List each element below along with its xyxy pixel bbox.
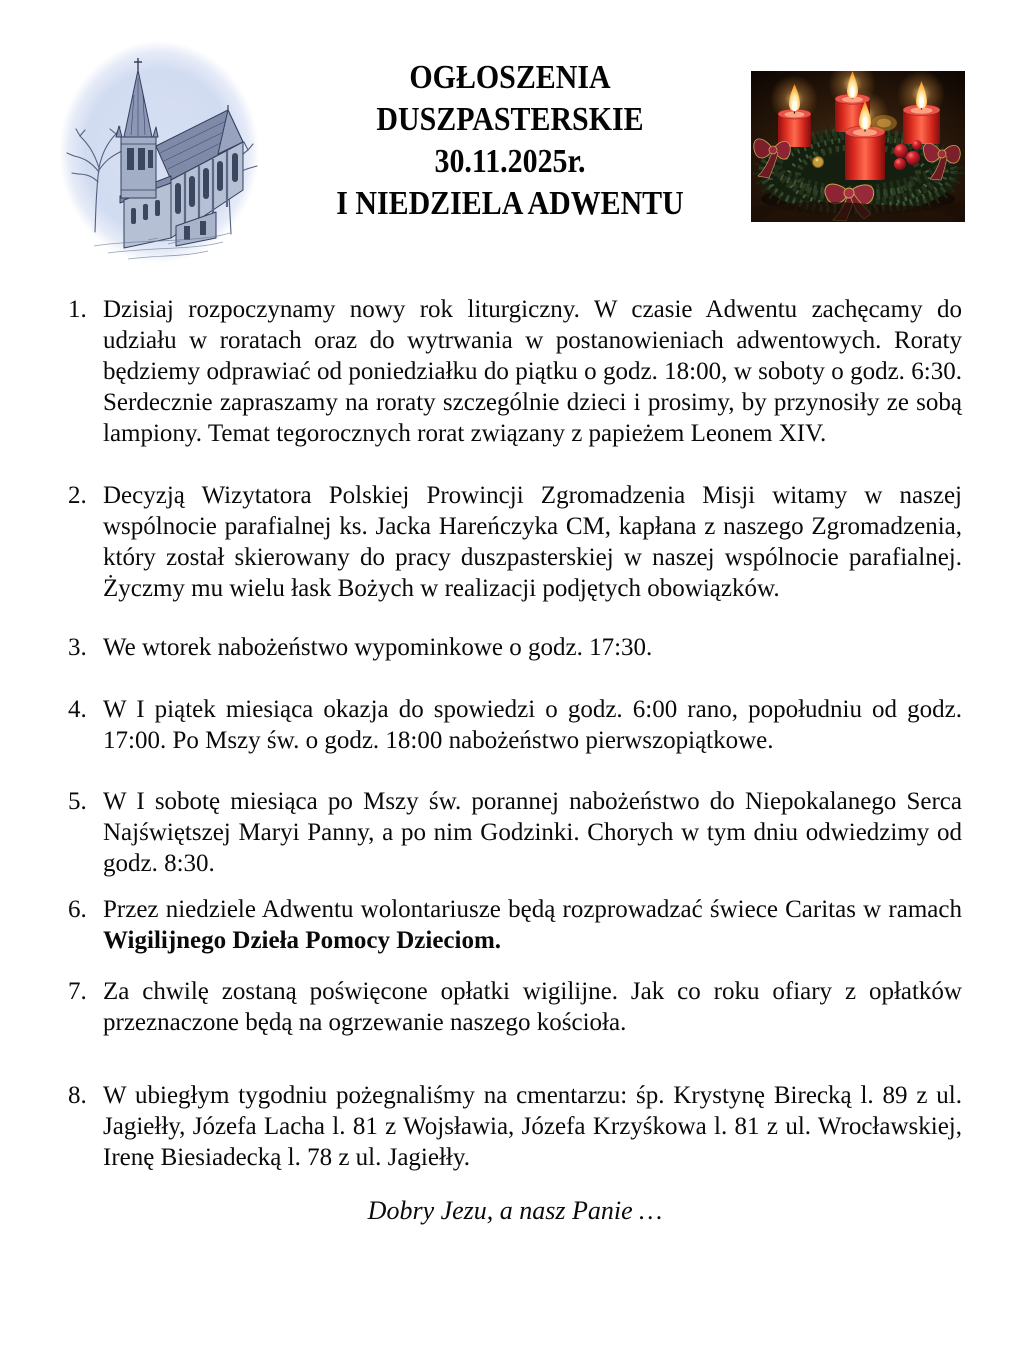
item-number: 5. xyxy=(68,788,87,815)
item-text: W ubiegłym tygodniu pożegnaliśmy na cmentarzu: śp. Krystynę Birecką l. 89 z ul. Jagiełły, Józefa Lacha l. 81 z Wojsławia, Józefa Krzyśkowa l. 81 z ul. Wrocławskiej, Irenę Biesiadecką l. 78 z ul. Jagiełły. xyxy=(103,1082,962,1171)
item-text: Dzisiaj rozpoczynamy nowy rok liturgiczny. W czasie Adwentu zachęcamy do udziału w roratach oraz do wytrwania w postanowieniach adwentowych. Roraty będziemy odprawiać od poniedziałku do piątku o godz. 18:00, w soboty o godz. 6:30. Serdecznie zapraszamy na roraty szczególnie dzieci i prosimy, by przynosiły ze sobą lampiony. Temat tegorocznych rorat związany z papieżem Leonem XIV. xyxy=(103,296,962,447)
announcement-item-3 xyxy=(68,632,962,663)
announcement-item-7 xyxy=(68,976,962,1038)
title-line-4: I NIEDZIELA ADWENTU xyxy=(336,185,684,222)
item-text: Decyzją Wizytatora Polskiej Prowincji Zgromadzenia Misji witamy w naszej wspólnocie parafialnej ks. Jacka Hareńczyka CM, kapłana z naszego Zgromadzenia, który został skierowany do pracy duszpasterskiej w naszej wspólnocie parafialnej. Życzmy mu wielu łask Bożych w realizacji podjętych obowiązków. xyxy=(103,482,962,602)
item-text: Za chwilę zostaną poświęcone opłatki wigilijne. Jak co roku ofiary z opłatków przeznaczone będą na ogrzewanie naszego kościoła. xyxy=(103,978,962,1036)
item-number: 2. xyxy=(68,482,87,509)
gold-bell xyxy=(813,157,824,168)
title-line-1: OGŁOSZENIA xyxy=(409,59,611,96)
bold-phrase: Wigilijnego Dzieła Pomocy Dzieciom. xyxy=(103,927,502,954)
item-number: 7. xyxy=(68,978,87,1005)
closing-prayer: Dobry Jezu, a nasz Panie … xyxy=(367,1196,663,1225)
item-number: 1. xyxy=(68,296,87,323)
announcement-item-1 xyxy=(68,294,962,449)
church-sketch-image xyxy=(58,40,260,265)
item-number: 4. xyxy=(68,696,87,723)
announcements-list xyxy=(68,294,962,1226)
page-title xyxy=(280,57,740,225)
item-text: W I sobotę miesiąca po Mszy św. porannej nabożeństwo do Niepokalanego Serca Najświętszej Maryi Panny, a po nim Godzinki. Chorych w tym dniu odwiedzimy od godz. 8:30. xyxy=(103,788,962,877)
advent-wreath-image xyxy=(751,71,965,222)
announcement-item-4 xyxy=(68,694,962,756)
announcement-item-8 xyxy=(68,1080,962,1173)
item-number: 8. xyxy=(68,1082,87,1109)
item-number: 6. xyxy=(68,896,87,923)
item-text: Przez niedziele Adwentu wolontariusze będą rozprowadzać świece Caritas w ramach Wigilijnego Dzieła Pomocy Dzieciom. xyxy=(103,896,962,954)
item-text: W I piątek miesiąca okazja do spowiedzi o godz. 6:00 rano, popołudniu od godz. 17:00. Po Mszy św. o godz. 18:00 nabożeństwo pierwszopiątkowe. xyxy=(103,696,962,754)
item-number: 3. xyxy=(68,634,87,661)
announcement-item-2 xyxy=(68,480,962,604)
title-date: 30.11.2025r. xyxy=(434,143,586,180)
title-line-2: DUSZPASTERSKIE xyxy=(376,101,644,138)
item-text: We wtorek nabożeństwo wypominkowe o godz. 17:30. xyxy=(103,634,653,661)
announcement-item-6 xyxy=(68,894,962,956)
announcement-item-5 xyxy=(68,786,962,879)
